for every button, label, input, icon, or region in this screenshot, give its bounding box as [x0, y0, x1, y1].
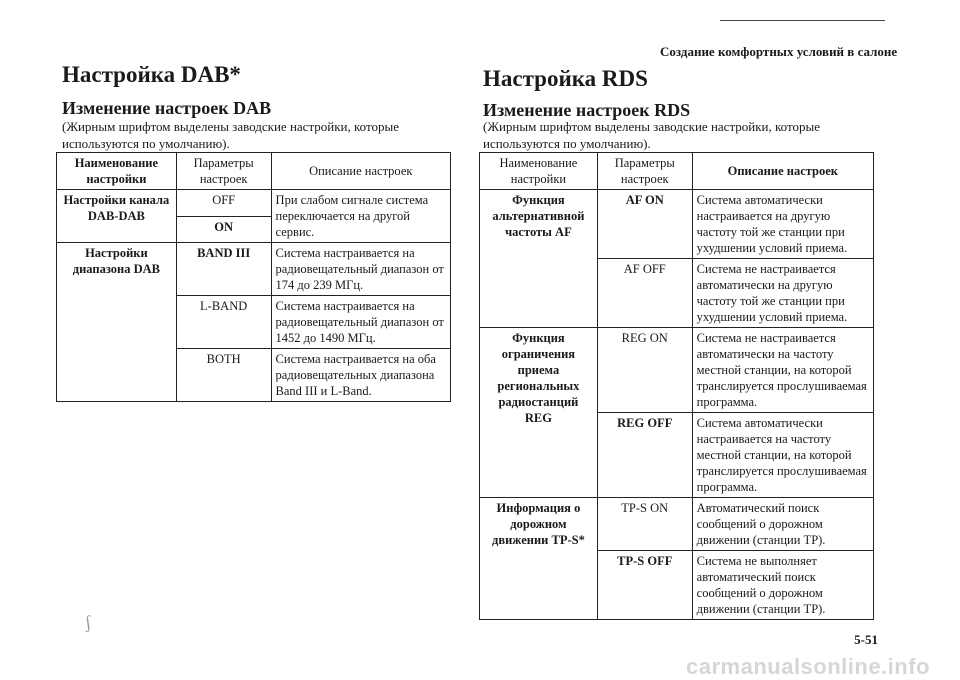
watermark: carmanualsonline.info — [686, 654, 930, 679]
column-header: Параметры настроек — [597, 153, 692, 190]
setting-description: Система автоматически настраивается на другую частоту той же станции при ухудшении условий приема. — [692, 190, 873, 259]
setting-name: Функция альтернативной частоты AF — [480, 190, 598, 328]
setting-name: Настройки канала DAB-DAB — [57, 190, 177, 243]
table-row — [480, 498, 874, 551]
setting-name: Настройки диапазона DAB — [57, 243, 177, 402]
setting-description: Система автоматически настраивается на частоту местной станции, на которой транслируется прослушиваемая программа. — [692, 413, 873, 498]
table-row — [480, 328, 874, 413]
page-number: 5-51 — [854, 632, 878, 647]
rds-title: Настройка RDS — [483, 66, 648, 91]
setting-name: Информация о дорожном движении TP-S* — [480, 498, 598, 620]
table-row — [57, 243, 451, 296]
setting-description: Система настраивается на радиовещательный диапазон от 1452 до 1490 МГц. — [271, 296, 450, 349]
setting-description: Система не настраивается автоматически на другую частоту той же станции при ухудшении условий приема. — [692, 259, 873, 328]
header-rule — [720, 20, 885, 21]
dab-settings-table — [56, 152, 451, 402]
setting-value: OFF — [176, 190, 271, 217]
setting-description: Система не настраивается автоматически на частоту местной станции, на которой транслируется прослушиваемая программа. — [692, 328, 873, 413]
setting-description: Автоматический поиск сообщений о дорожном движении (станции TP). — [692, 498, 873, 551]
pen-mark-icon: ʃ — [83, 611, 93, 633]
table-row — [480, 190, 874, 259]
setting-value: BOTH — [176, 349, 271, 402]
table-header-row — [480, 153, 874, 190]
section-header: Создание комфортных условий в салоне — [660, 44, 898, 59]
setting-name: Функция ограничения приема региональных радиостанций REG — [480, 328, 598, 498]
dab-subtitle: Изменение настроек DAB — [62, 98, 272, 118]
dab-note: (Жирным шрифтом выделены заводские настройки, которые используются по умолчанию). — [62, 119, 400, 151]
setting-description: Система не выполняет автоматический поиск сообщений о дорожном движении (станции TP). — [692, 551, 873, 620]
dab-title: Настройка DAB* — [62, 62, 241, 87]
setting-value: REG OFF — [597, 413, 692, 498]
setting-value: AF ON — [597, 190, 692, 259]
setting-value: REG ON — [597, 328, 692, 413]
setting-value: TP-S OFF — [597, 551, 692, 620]
rds-subtitle: Изменение настроек RDS — [483, 100, 691, 120]
column-header: Параметры настроек — [176, 153, 271, 190]
setting-description: При слабом сигнале система переключается на другой сервис. — [271, 190, 450, 243]
rds-note: (Жирным шрифтом выделены заводские настройки, которые используются по умолчанию). — [483, 119, 821, 151]
table-row — [57, 190, 451, 217]
setting-value: BAND III — [176, 243, 271, 296]
column-header: Описание настроек — [271, 153, 450, 190]
setting-value: AF OFF — [597, 259, 692, 328]
setting-description: Система настраивается на радиовещательный диапазон от 174 до 239 МГц. — [271, 243, 450, 296]
column-header: Наименование настройки — [480, 153, 598, 190]
setting-value: ON — [176, 216, 271, 243]
rds-settings-table — [479, 152, 874, 620]
setting-description: Система настраивается на оба радиовещательных диапазона Band III и L-Band. — [271, 349, 450, 402]
column-header: Описание настроек — [692, 153, 873, 190]
column-header: Наименование настройки — [57, 153, 177, 190]
table-header-row — [57, 153, 451, 190]
setting-value: L-BAND — [176, 296, 271, 349]
setting-value: TP-S ON — [597, 498, 692, 551]
